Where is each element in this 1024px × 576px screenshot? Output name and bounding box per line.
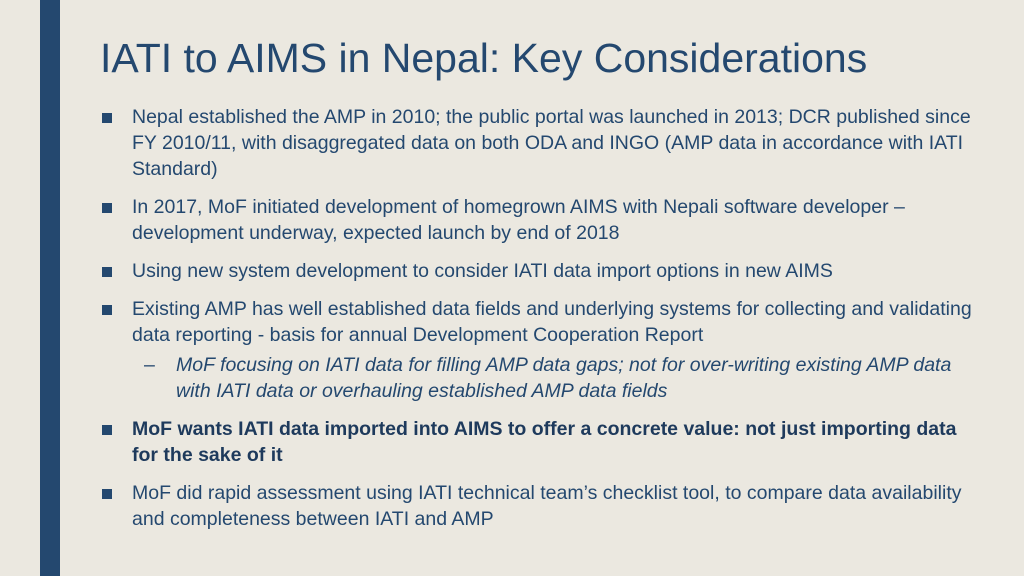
square-bullet-icon (102, 489, 112, 499)
bullet-item-homegrown-aims (100, 194, 980, 246)
slide-title: IATI to AIMS in Nepal: Key Considerations (100, 35, 868, 81)
square-bullet-icon (102, 203, 112, 213)
bullet-item-existing-amp (100, 296, 980, 404)
bullet-text: MoF wants IATI data imported into AIMS to offer a concrete value: not just importing data for the sake of it (132, 418, 957, 466)
bullet-item-amp-established (100, 104, 980, 182)
bullet-text: Nepal established the AMP in 2010; the public portal was launched in 2013; DCR published since FY 2010/11, with disaggregated data on both ODA and INGO (AMP data in accordance with IATI Standard) (132, 106, 971, 180)
sub-bullet-list (132, 352, 980, 404)
accent-side-bar (40, 0, 60, 576)
square-bullet-icon (102, 305, 112, 315)
sub-bullet-text: MoF focusing on IATI data for filling AMP data gaps; not for over-writing existing AMP data with IATI data or overhauling established AMP data fields (176, 354, 952, 402)
bullet-text: In 2017, MoF initiated development of homegrown AIMS with Nepali software developer – development underway, expected launch by end of 2018 (132, 196, 905, 244)
bullet-item-concrete-value (100, 416, 980, 468)
square-bullet-icon (102, 267, 112, 277)
bullet-item-rapid-assessment (100, 480, 980, 532)
bullet-text: MoF did rapid assessment using IATI technical team’s checklist tool, to compare data availability and completeness between IATI and AMP (132, 482, 962, 530)
sub-bullet-item-data-gaps (132, 352, 980, 404)
square-bullet-icon (102, 425, 112, 435)
square-bullet-icon (102, 113, 112, 123)
bullet-item-import-options (100, 258, 980, 284)
dash-bullet: – (144, 354, 155, 376)
bullet-list (100, 104, 980, 544)
bullet-text: Existing AMP has well established data fields and underlying systems for collecting and validating data reporting - basis for annual Development Cooperation Report (132, 298, 972, 346)
bullet-text: Using new system development to consider IATI data import options in new AIMS (132, 260, 833, 282)
